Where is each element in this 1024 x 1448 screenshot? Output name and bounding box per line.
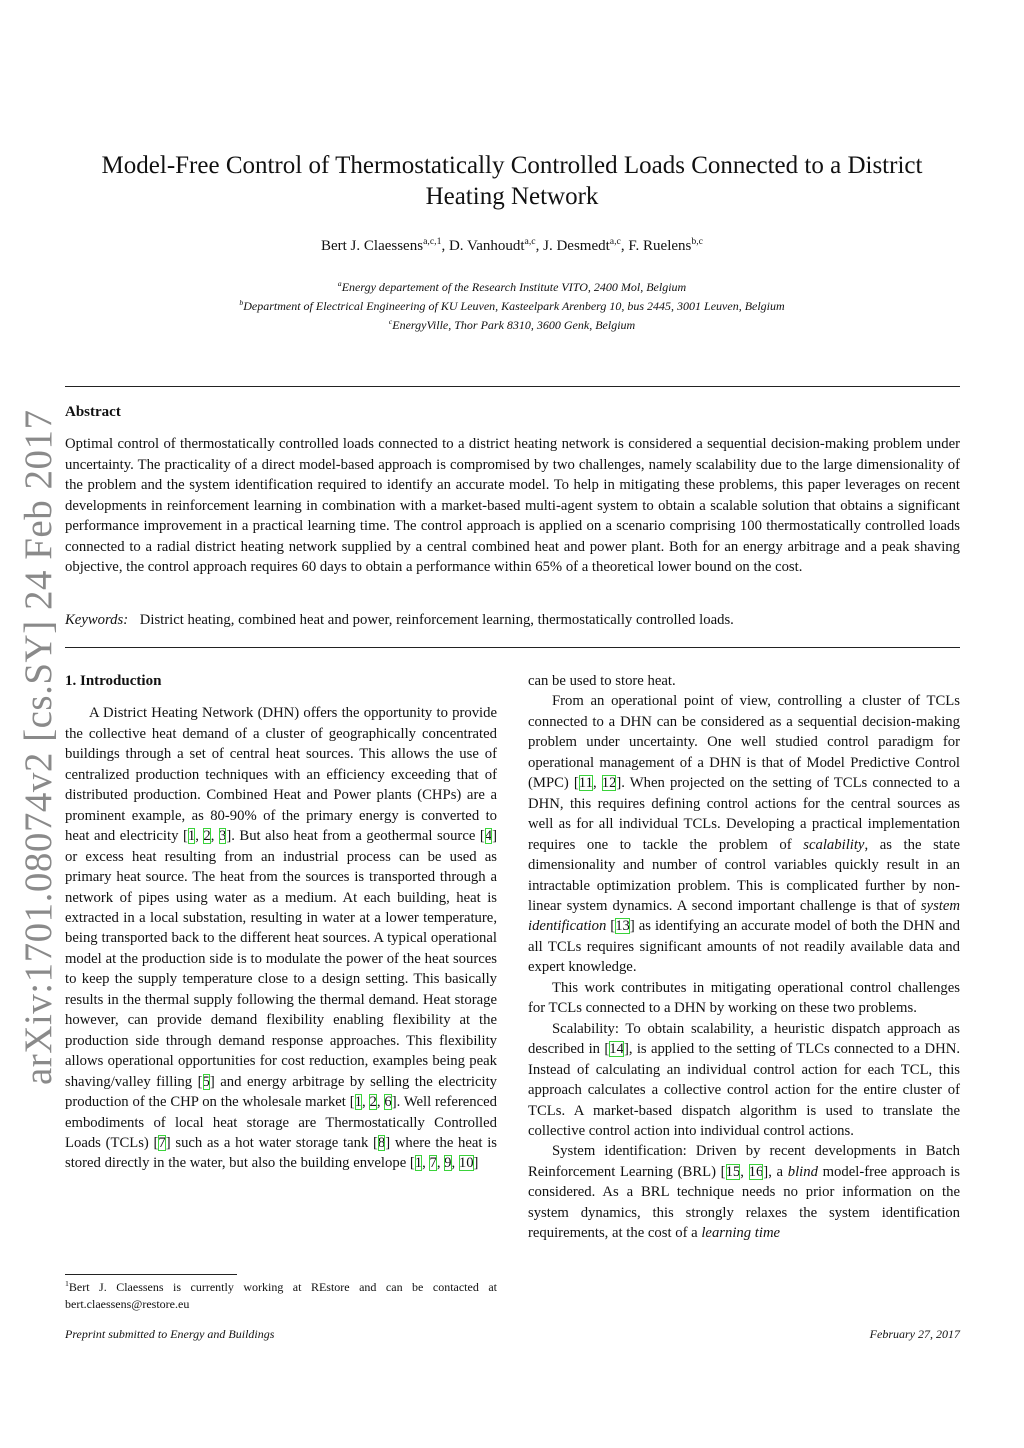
text-run: system identification (528, 897, 960, 935)
affiliation-list (60, 278, 964, 335)
text-run: , (195, 828, 204, 845)
text-run: , (361, 1094, 370, 1111)
paragraph (528, 691, 960, 977)
text-run: ]. Well referenced embodiments of local heat storage are Thermostatically Controlled Loads (TCLs) [ (65, 1094, 497, 1151)
citation-link[interactable]: 1 (414, 1155, 423, 1172)
author-name: J. Desmedt (543, 238, 610, 254)
author-separator: , (535, 238, 544, 254)
text-run: can be used to store heat. (528, 673, 676, 689)
abstract-divider (65, 647, 960, 648)
text-run: blind (787, 1163, 818, 1180)
text-run: Scalability: To obtain scalability, a heuristic dispatch approach as described in [ (528, 1020, 960, 1058)
citation-link[interactable]: 2 (369, 1094, 377, 1111)
citation-link[interactable]: 7 (429, 1155, 437, 1172)
affiliation (60, 278, 964, 297)
author-affiliation-mark: b,c (691, 236, 703, 247)
left-column-body (65, 703, 497, 1173)
section-heading: 1. Introduction (65, 673, 162, 689)
text-run: , (210, 828, 219, 845)
text-run: This work contributes in mitigating operational control challenges for TCLs connected to a DHN by working on these two problems. (528, 979, 960, 1017)
keywords-text: District heating, combined heat and power, reinforcement learning, thermostatically controlled loads. (139, 612, 734, 628)
text-run: scalability (803, 836, 865, 853)
affiliation-text: Department of Electrical Engineering of KU Leuven, Kasteelpark Arenberg 10, bus 2445, 3001 Leuven, Belgium (243, 299, 785, 313)
top-divider (65, 386, 960, 387)
author-name: Bert J. Claessens (320, 238, 424, 254)
citation-link[interactable]: 14 (609, 1041, 624, 1058)
abstract-text: Optimal control of thermostatically controlled loads connected to a district heating network is considered a sequential decision-making problem under uncertainty. The practicality of a direct model-based approach is compromised by two challenges, namely scalability due to the large dimensionality of the problem and the system identification required to identify an accurate model. To help in mitigating these problems, this paper leverages on recent developments in reinforcement learning in combination with a market-based multi-agent system to obtain a scalable solution that obtains a significant performance improvement in a practical learning time. The control approach is applied on a scenario comprising 100 thermostatically controlled loads connected to a radial district heating network supplied by a central combined heat and power plant. Both for an energy arbitrage and a peak shaving objective, the control approach requires 60 days to obtain a performance within 65% of a theoretical lower bound on the cost. (65, 436, 960, 575)
text-run: learning time (701, 1225, 781, 1242)
keywords-line (65, 612, 960, 629)
text-run: , (451, 1155, 459, 1172)
author-affiliation-mark: a,c (609, 236, 621, 247)
text-run: ]. When projected on the setting of TCLs connected to a DHN, this requires defining control actions for the central sources as well as for all individual TCLs. Developing a practical implementation requires one to tackle the problem of (528, 775, 961, 853)
citation-link[interactable]: 3 (218, 828, 227, 845)
author-separator: , (620, 238, 629, 254)
author-affiliation-mark: a,c (524, 236, 536, 247)
text-run: ] and energy arbitrage by selling the electricity production of the CHP on the wholesale market [ (65, 1073, 497, 1111)
citation-link[interactable]: 9 (444, 1155, 452, 1172)
footnote-divider (65, 1274, 237, 1275)
text-run: System identification: Driven by recent developments in Batch Reinforcement Learning (BRL) [ (528, 1143, 960, 1180)
text-run: ] or excess heat resulting from an industrial process can be used as primary heat source. The heat from the sources is transported through a network of pipes using water as a medium. At each building, heat is extracted in a local substation, resulting in water at a lower temperature, being transported back to the different heat sources. A typical operational model at the production side is to modulate the power of the heat sources to keep the supply temperature close to a design setting. This basically results in the thermal supply following the thermal demand. Heat storage however, can provide demand flexibility enabling flexibility at the production side through demand response approaches. This flexibility allows operational opportunities for cost reduction, examples being peak shaving/valley filling [ (65, 828, 498, 1090)
text-run: From an operational point of view, controlling a cluster of TCLs connected to a DHN can be considered as a sequential decision-making problem under uncertainty. One well studied control paradigm for operational management of a DHN is that of Model Predictive Control (MPC) [ (528, 693, 960, 792)
text-run: ]. But also heat from a geothermal source [ (226, 828, 485, 845)
author-affiliation-mark: a,c,1 (423, 236, 442, 247)
paper-title: Model-Free Control of Thermostatically Controlled Loads Connected to a District Heating Network (101, 152, 923, 210)
text-run: ] as identifying an accurate model of both the DHN and all TCLs requires significant amounts of not readily available data and expert knowledge. (528, 918, 960, 976)
footnote-text: Bert J. Claessens is currently working at REstore and can be contacted at bert.claessens@restore.eu (65, 1280, 497, 1311)
paragraph (65, 703, 497, 1173)
author-separator: , (441, 238, 449, 254)
citation-link[interactable]: 11 (578, 775, 593, 792)
text-run: [ (606, 918, 616, 935)
affiliation-text: EnergyVille, Thor Park 8310, 3600 Genk, Belgium (392, 318, 636, 332)
left-column (65, 671, 497, 1174)
citation-link[interactable]: 1 (187, 828, 196, 845)
affiliation (60, 297, 964, 316)
footnote (65, 1279, 497, 1313)
text-run: ] where the heat is stored directly in the water, but also the building envelope [ (65, 1134, 497, 1172)
text-run: , (740, 1163, 749, 1180)
citation-link[interactable]: 6 (384, 1094, 392, 1111)
footnote-mark: 1 (65, 1279, 69, 1288)
citation-link[interactable]: 8 (377, 1134, 386, 1151)
text-run: , (436, 1155, 445, 1172)
affiliation-text: Energy departement of the Research Institute VITO, 2400 Mol, Belgium (341, 280, 687, 294)
affiliation (60, 316, 964, 335)
text-run: , (376, 1094, 385, 1111)
text-run: , (422, 1155, 430, 1172)
affiliation-mark: c (388, 317, 393, 326)
footer-date: February 27, 2017 (869, 1327, 960, 1341)
text-run: , (592, 775, 602, 792)
text-run: ] (473, 1155, 479, 1172)
author-name: D. Vanhoudt (448, 238, 525, 254)
text-run: model-free approach is considered. As a BRL technique needs no prior information on the system dynamics, this strongly relaxes the system identification requirements, at the cost of a (528, 1163, 961, 1242)
affiliation-mark: a (337, 279, 342, 288)
citation-link[interactable]: 4 (484, 828, 493, 845)
citation-link[interactable]: 13 (615, 918, 630, 935)
abstract-heading: Abstract (65, 404, 121, 420)
citation-link[interactable]: 7 (158, 1134, 166, 1151)
paragraph (528, 1141, 960, 1243)
arxiv-identifier: arXiv:1701.08074v2 [cs.SY] 24 Feb 2017 (17, 409, 60, 1085)
right-column (528, 671, 960, 1244)
paragraph (528, 978, 960, 1019)
citation-link[interactable]: 12 (601, 775, 617, 792)
paragraph (528, 671, 960, 691)
citation-link[interactable]: 5 (202, 1073, 210, 1090)
footer-journal: Preprint submitted to Energy and Buildings (65, 1327, 275, 1341)
citation-link[interactable]: 10 (458, 1155, 474, 1172)
text-run: ], a (763, 1163, 788, 1180)
citation-link[interactable]: 1 (354, 1094, 362, 1111)
right-column-body (528, 671, 960, 1244)
citation-link[interactable]: 2 (203, 828, 211, 845)
keywords-label: Keywords: (65, 612, 129, 628)
author-list (60, 238, 964, 255)
citation-link[interactable]: 15 (725, 1163, 741, 1180)
affiliation-mark: b (239, 298, 244, 307)
text-run: ] such as a hot water storage tank [ (165, 1134, 378, 1151)
text-run: A District Heating Network (DHN) offers the opportunity to provide the collective heat demand of a cluster of geographically concentrated buildings through a set of central heat sources. This allows the use of centralized production techniques with an efficiency exceeding that of distributed production. Combined Heat and Power plants (CHPs) are a prominent example, as 80-90% of the primary energy is converted to heat and electricity (65, 705, 497, 845)
text-run: , as the state dimensionality and number of control variables quickly result in an intractable optimization problem. This is complicated further by non-linear system dynamics. A second important challenge is that of (528, 836, 961, 914)
citation-link[interactable]: 16 (748, 1163, 764, 1180)
author-name: F. Ruelens (628, 238, 692, 254)
text-run: ], is applied to the setting of TLCs connected to a DHN. Instead of calculating an individual control action for each TCL, this approach calculates a collective control action for the entire cluster of TCLs. A market-based dispatch algorithm is used to translate the collective control action into individual control actions. (528, 1041, 961, 1139)
paragraph (528, 1019, 960, 1142)
text-run: [ (182, 828, 188, 845)
